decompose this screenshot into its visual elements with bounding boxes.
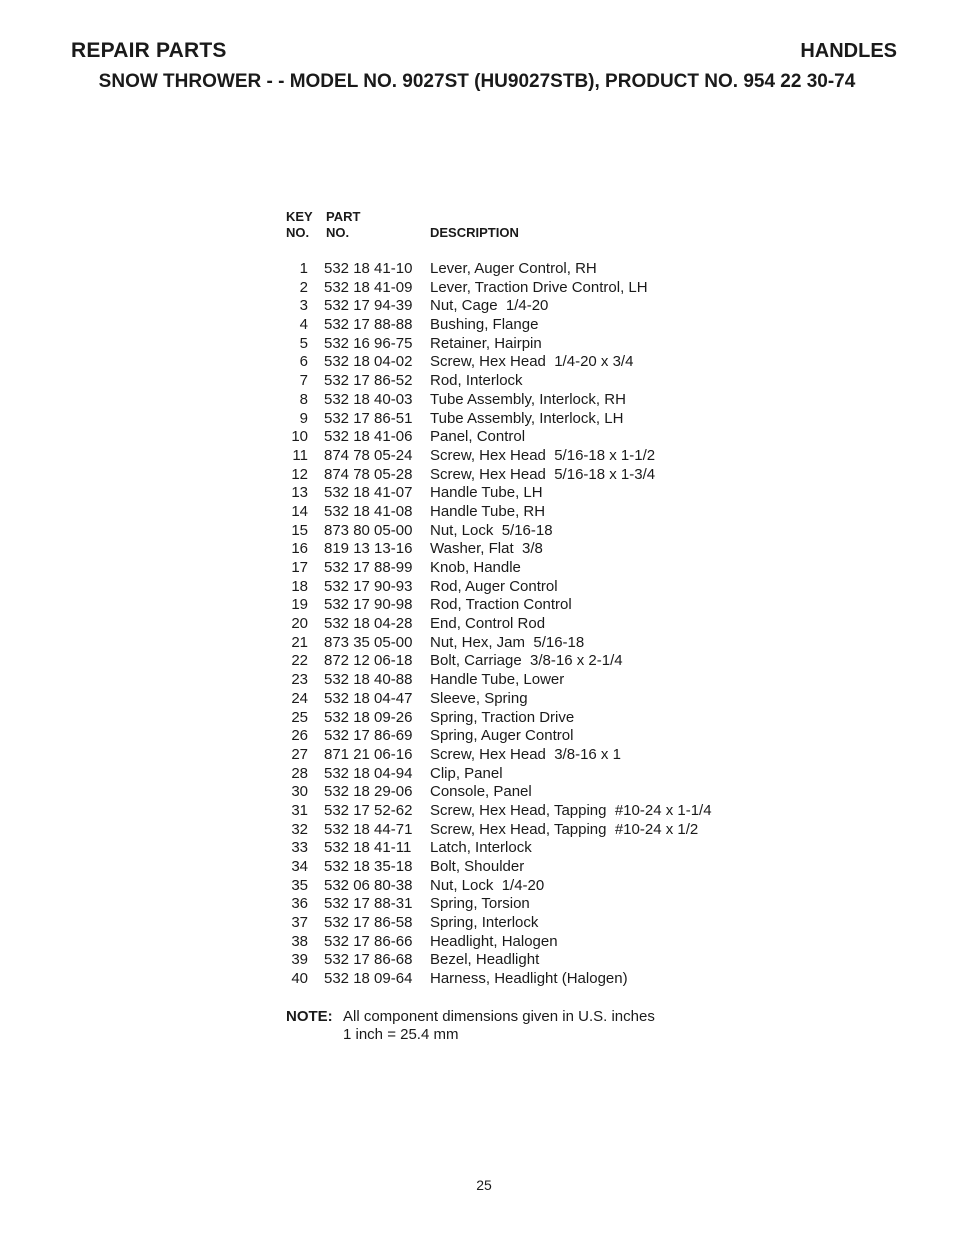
table-row [286,316,746,335]
table-row [286,933,746,952]
key-number: 26 [291,727,308,745]
part-number: 532 18 04-47 [324,689,413,707]
part-no-header [326,209,360,241]
part-number: 532 18 40-88 [324,671,413,689]
key-number: 34 [291,858,308,875]
table-row [286,652,746,671]
part-description: Nut, Lock 1/4-20 [430,876,545,894]
key-header-line2: NO. [286,225,310,240]
table-row [286,410,746,429]
table-row [286,335,746,354]
table-row [286,727,746,746]
table-row [286,391,746,410]
key-number: 22 [291,652,308,670]
part-number: 532 18 41-06 [324,428,413,446]
part-number: 532 17 88-88 [324,316,413,334]
key-number: 32 [291,820,308,838]
part-number: 532 17 52-62 [324,801,413,819]
part-number: 532 18 04-02 [324,353,413,371]
key-number: 14 [291,502,308,520]
part-description: Washer, Flat 3/8 [430,540,543,558]
part-number: 532 17 86-52 [324,372,413,390]
key-number: 6 [299,353,308,371]
key-header-line1: KEY [286,209,313,224]
table-row [286,783,746,802]
part-description: Handle Tube, LH [430,484,543,502]
part-description: Screw, Hex Head, Tapping #10-24 x 1/2 [430,820,699,838]
table-row [286,372,746,391]
key-number: 2 [299,278,308,296]
part-description: Lever, Traction Drive Control, LH [430,278,648,296]
section-subtitle-handles: HANDLES [800,40,897,62]
table-row [286,260,746,279]
table-row [286,690,746,709]
part-number: 532 16 96-75 [324,334,413,352]
part-description: Headlight, Halogen [430,932,558,950]
part-description: Spring, Auger Control [430,727,574,745]
page-number: 25 [476,1177,492,1193]
part-description: Screw, Hex Head, Tapping #10-24 x 1-1/4 [430,801,712,819]
table-row [286,522,746,541]
key-number: 9 [299,409,308,427]
part-number: 873 80 05-00 [324,521,413,539]
key-number: 40 [291,970,308,988]
key-number: 23 [291,671,308,689]
key-number: 35 [291,876,308,894]
part-description: Tube Assembly, Interlock, RH [430,390,626,408]
part-number: 532 17 94-39 [324,297,413,315]
part-description: Lever, Auger Control, RH [430,260,597,277]
part-number: 532 17 86-68 [324,951,413,969]
table-row [286,877,746,896]
key-number: 33 [291,839,308,857]
key-number: 38 [291,932,308,950]
key-number: 11 [292,446,308,464]
key-number: 20 [291,615,308,633]
part-description: Handle Tube, RH [430,502,546,520]
key-no-header [286,209,313,241]
key-number: 8 [299,390,308,408]
key-number: 1 [299,260,308,277]
key-number: 19 [291,596,308,614]
table-row [286,297,746,316]
key-number: 10 [291,428,308,446]
part-description: Bolt, Carriage 3/8-16 x 2-1/4 [430,652,623,670]
key-number: 21 [291,633,308,651]
part-number: 532 17 88-31 [324,895,413,913]
part-description: Nut, Hex, Jam 5/16-18 [430,633,585,651]
table-row [286,634,746,653]
part-number: 532 18 09-64 [324,970,413,988]
part-description: Sleeve, Spring [430,689,528,707]
part-description: Screw, Hex Head 5/16-18 x 1-3/4 [430,465,656,483]
part-number: 532 18 04-28 [324,615,413,633]
table-row [286,447,746,466]
part-description: Bolt, Shoulder [430,858,525,875]
key-number: 16 [291,540,308,558]
key-number: 17 [291,559,308,576]
part-number: 819 13 13-16 [324,540,413,558]
key-number: 4 [299,316,308,334]
table-row [286,596,746,615]
key-number: 36 [291,895,308,913]
part-description: Retainer, Hairpin [430,334,542,352]
part-number: 532 17 90-98 [324,596,413,614]
part-description: Nut, Cage 1/4-20 [430,297,549,315]
key-number: 3 [299,297,308,315]
part-description: Tube Assembly, Interlock, LH [430,409,624,427]
table-row [286,466,746,485]
part-number: 872 12 06-18 [324,652,413,670]
part-number: 532 18 09-26 [324,708,413,726]
part-description: Spring, Traction Drive [430,708,575,726]
part-description: Handle Tube, Lower [430,671,565,689]
table-row [286,671,746,690]
part-description: Rod, Auger Control [430,577,558,595]
part-description: Screw, Hex Head 3/8-16 x 1 [430,745,621,763]
table-row [286,746,746,765]
table-row [286,895,746,914]
key-number: 24 [291,689,308,707]
part-number: 532 17 86-51 [324,409,413,427]
part-description: Console, Panel [430,783,532,801]
key-number: 12 [291,465,308,483]
parts-rows [286,260,746,989]
part-description: End, Control Rod [430,615,546,633]
key-number: 31 [291,801,308,819]
part-number: 532 18 41-08 [324,502,413,520]
key-number: 37 [291,914,308,932]
part-description: Spring, Interlock [430,914,539,932]
part-number: 532 18 35-18 [324,858,413,875]
part-header-line2: NO. [326,225,350,240]
part-description: Harness, Headlight (Halogen) [430,970,628,988]
part-description: Rod, Interlock [430,372,523,390]
part-header-line1: PART [326,209,361,224]
table-row [286,821,746,840]
table-row [286,484,746,503]
part-number: 532 17 86-66 [324,932,413,950]
part-description: Clip, Panel [430,764,503,782]
table-row [286,578,746,597]
part-number: 532 17 88-99 [324,559,413,576]
part-number: 871 21 06-16 [324,745,413,763]
part-number: 874 78 05-28 [324,465,413,483]
part-description: Knob, Handle [430,559,521,576]
part-number: 532 18 41-11 [324,839,412,857]
model-heading: SNOW THROWER - - MODEL NO. 9027ST (HU9027STB), PRODUCT NO. 954 22 30-74 [98,71,856,92]
key-number: 30 [291,783,308,801]
section-title: REPAIR PARTS [71,39,227,62]
part-number: 532 17 90-93 [324,577,413,595]
table-row [286,709,746,728]
part-number: 532 18 04-94 [324,764,413,782]
key-number: 18 [291,577,308,595]
part-number: 532 18 41-10 [324,260,413,277]
part-number: 532 18 40-03 [324,390,413,408]
part-number: 532 06 80-38 [324,876,413,894]
part-description: Panel, Control [430,428,526,446]
part-description: Rod, Traction Control [430,596,572,614]
part-number: 873 35 05-00 [324,633,413,651]
key-number: 5 [299,334,308,352]
table-row [286,503,746,522]
description-header: DESCRIPTION [430,225,519,240]
key-number: 15 [291,521,308,539]
part-number: 874 78 05-24 [324,446,413,464]
table-row [286,970,746,989]
part-description: Screw, Hex Head 1/4-20 x 3/4 [430,353,634,371]
key-number: 39 [291,951,308,969]
note-text-line1: All component dimensions given in U.S. inches [343,1008,655,1025]
table-row [286,559,746,578]
key-number: 7 [299,372,308,390]
key-number: 25 [291,708,308,726]
part-description: Nut, Lock 5/16-18 [430,521,553,539]
key-number: 27 [291,745,308,763]
table-row [286,540,746,559]
part-description: Bezel, Headlight [430,951,540,969]
part-description: Spring, Torsion [430,895,530,913]
part-number: 532 18 41-07 [324,484,413,502]
part-number: 532 18 29-06 [324,783,413,801]
table-row [286,428,746,447]
part-description: Latch, Interlock [430,839,532,857]
table-row [286,802,746,821]
part-number: 532 17 86-58 [324,914,413,932]
part-number: 532 17 86-69 [324,727,413,745]
table-row [286,765,746,784]
part-number: 532 18 44-71 [324,820,413,838]
table-row [286,914,746,933]
key-number: 28 [291,764,308,782]
part-number: 532 18 41-09 [324,278,413,296]
table-row [286,279,746,298]
table-row [286,353,746,372]
table-row [286,951,746,970]
key-number: 13 [291,484,308,502]
note-label: NOTE: [286,1008,333,1025]
part-description: Screw, Hex Head 5/16-18 x 1-1/2 [430,446,656,464]
note-text-line2: 1 inch = 25.4 mm [343,1026,459,1043]
table-row [286,839,746,858]
table-row [286,858,746,877]
table-row [286,615,746,634]
part-description: Bushing, Flange [430,316,539,334]
